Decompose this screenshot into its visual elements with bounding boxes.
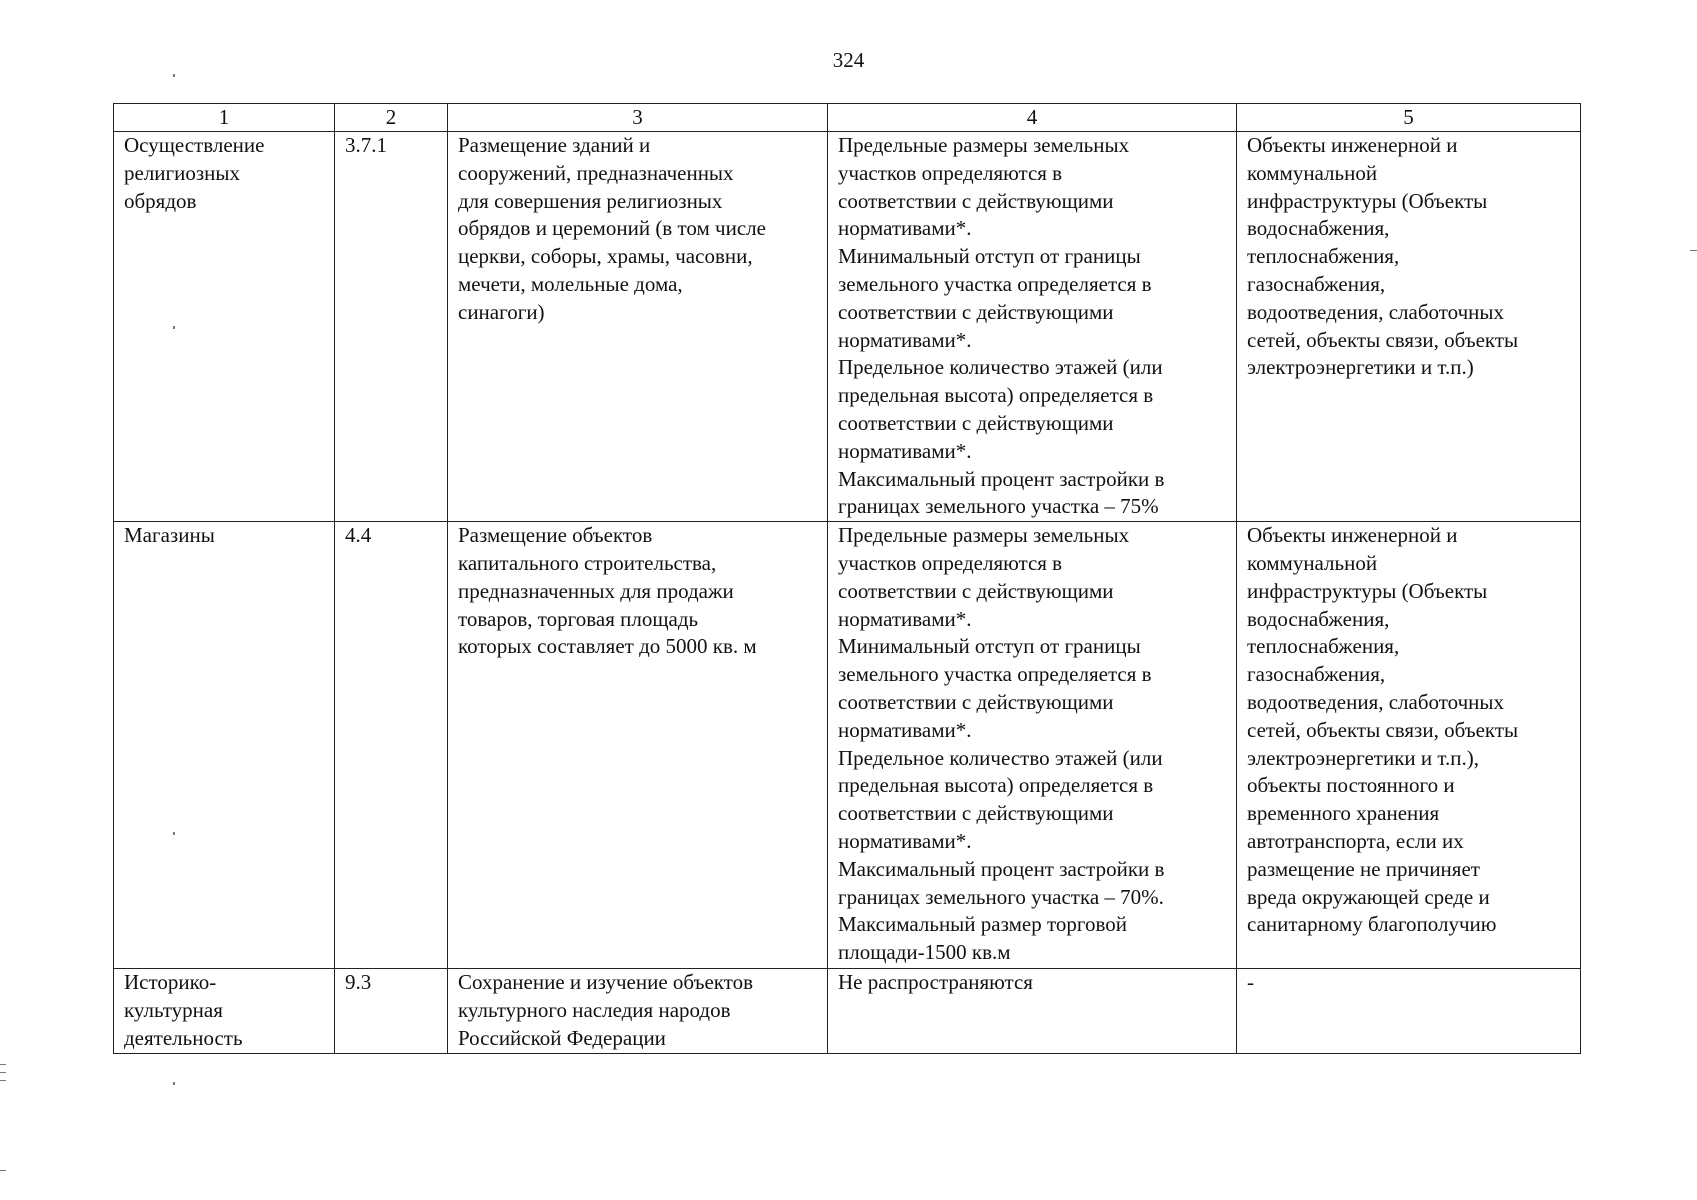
description-text: Сохранение и изучение объектов культурного наследия народов Российской Федерации [458, 970, 754, 1050]
column-header-2: 2 [335, 104, 448, 132]
page-number: 324 [832, 48, 865, 72]
description-text: Размещение объектов капитального строительства, предназначенных для продажи товаров, торговая площадь которых составляет до 5000 кв. м [458, 523, 757, 659]
scan-speck [173, 74, 175, 77]
scan-speck [173, 1082, 175, 1085]
table-header-row [114, 104, 1581, 132]
description-cell [448, 132, 828, 522]
column-header-4: 4 [828, 104, 1237, 132]
auxiliary-text: Объекты инженерной и коммунальной инфраструктуры (Объекты водоснабжения, теплоснабжения, газоснабжения, водоотведения, слаботочных сетей, объекты связи, объекты электроэнергетики и т.п.), объекты постоянного и временного хранения автотранспорта, если их размещение не причиняет вреда окружающей среде и санитарному благополучию [1247, 523, 1519, 937]
scan-speck [1690, 250, 1697, 251]
use-type-text: Историко- культурная деятельность [124, 970, 243, 1050]
auxiliary-cell [1237, 132, 1581, 522]
auxiliary-cell [1237, 522, 1581, 969]
column-header-5: 5 [1237, 104, 1581, 132]
use-type-cell [114, 132, 335, 522]
table-row [114, 132, 1581, 522]
description-cell [448, 969, 828, 1053]
parameters-cell [828, 522, 1237, 969]
parameters-cell [828, 132, 1237, 522]
code-text: 3.7.1 [345, 133, 387, 157]
scan-edge-mark [0, 1064, 6, 1065]
use-type-text: Магазины [124, 523, 215, 548]
column-header-3: 3 [448, 104, 828, 132]
table-row [114, 522, 1581, 969]
use-type-cell [114, 522, 335, 969]
scan-edge-mark [0, 1170, 6, 1171]
scan-speck [173, 832, 175, 835]
use-type-text: Осуществление религиозных обрядов [124, 133, 265, 213]
code-cell [335, 522, 448, 969]
auxiliary-cell [1237, 969, 1581, 1053]
auxiliary-text: - [1247, 970, 1254, 995]
description-cell [448, 522, 828, 969]
code-cell [335, 132, 448, 522]
parameters-text: Предельные размеры земельных участков определяются в соответствии с действующими нормативами*. Минимальный отступ от границы земельного участка определяется в соответствии с действующими нормативами*. Предельное количество этажей (или предельная высота) определяется в соответствии с действующими нормативами*. Максимальный процент застройки в границах земельного участка – 75% [838, 133, 1165, 519]
scan-edge-mark [0, 1072, 6, 1073]
scan-speck [173, 326, 175, 329]
code-text: 9.3 [345, 970, 372, 995]
scan-edge-mark [0, 1080, 6, 1081]
parameters-text: Не распространяются [838, 970, 1033, 995]
column-header-1: 1 [114, 104, 335, 132]
code-text: 4.4 [345, 523, 372, 548]
parameters-text: Предельные размеры земельных участков определяются в соответствии с действующими нормативами*. Минимальный отступ от границы земельного участка определяется в соответствии с действующими нормативами*. Предельное количество этажей (или предельная высота) определяется в соответствии с действующими нормативами*. Максимальный процент застройки в границах земельного участка – 70%. Максимальный размер торговой площади-1500 кв.м [838, 523, 1165, 965]
auxiliary-text: Объекты инженерной и коммунальной инфраструктуры (Объекты водоснабжения, теплоснабжения, газоснабжения, водоотведения, слаботочных сетей, объекты связи, объекты электроэнергетики и т.п.) [1247, 133, 1519, 380]
land-use-table [113, 103, 1581, 1054]
use-type-cell [114, 969, 335, 1053]
table-row [114, 969, 1581, 1053]
code-cell [335, 969, 448, 1053]
parameters-cell [828, 969, 1237, 1053]
description-text: Размещение зданий и сооружений, предназначенных для совершения религиозных обрядов и церемоний (в том числе церкви, соборы, храмы, часовни, мечети, молельные дома, синагоги) [458, 133, 766, 324]
